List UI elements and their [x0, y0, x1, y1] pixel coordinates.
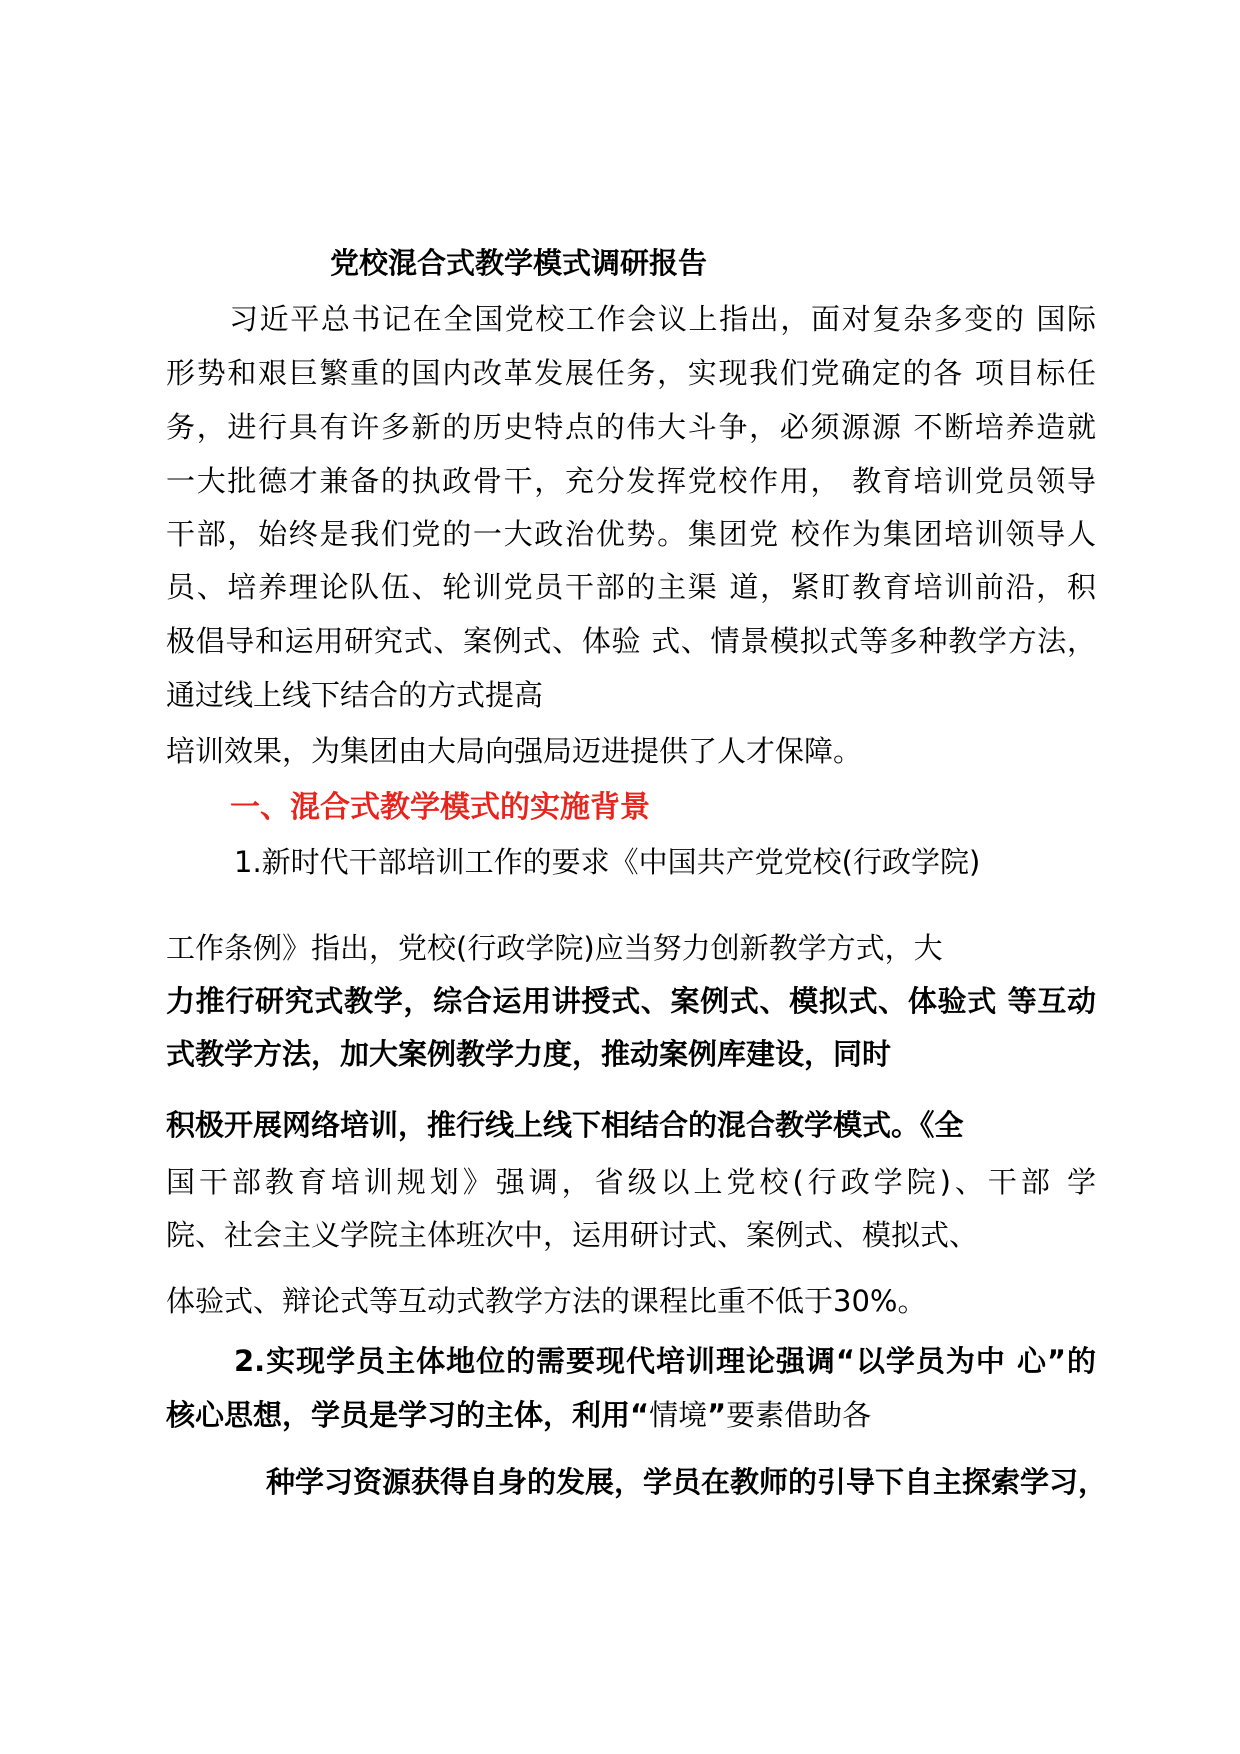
intro-tail: 培训效果，为集团由大局向强局迈进提供了人才保障。 [166, 734, 863, 768]
item2-line-2-bold: 核心思想，学员是学习的主体，利用“ [166, 1398, 650, 1432]
item2-line-2-tail: 要素借助各 [726, 1398, 872, 1432]
item1-line-5: 体验式、辩论式等互动式教学方法的课程比重不低于30%。 [166, 1284, 927, 1318]
item2-line-2-normal: 情境 [649, 1398, 708, 1432]
intro-line-2: 形势和艰巨繁重的国内改革发展任务，实现我们党确定的各 项目标任 [166, 356, 1096, 390]
item2-line-2-quote: ” [707, 1398, 727, 1432]
intro-line-8: 通过线上线下结合的方式提高 [166, 678, 544, 712]
intro-line-1: 习近平总书记在全国党校工作会议上指出，面对复杂多变的 国际 [229, 302, 1096, 336]
intro-line-3: 务，进行具有许多新的历史特点的伟大斗争，必须源源 不断培养造就 [166, 410, 1096, 444]
section-heading: 一、混合式教学模式的实施背景 [230, 790, 650, 825]
item1-bold-line-3: 积极开展网络培训，推行线上线下相结合的混合教学模式。《全 [166, 1108, 964, 1142]
item1-line-4: 院、社会主义学院主体班次中，运用研讨式、案例式、模拟式、 [166, 1218, 979, 1252]
item1-bold-line-1: 力推行研究式教学，综合运用讲授式、案例式、模拟式、体验式 等互动 [166, 984, 1096, 1018]
item1-line-1: 1.新时代干部培训工作的要求《中国共产党党校(行政学院) [234, 845, 981, 879]
intro-line-6: 员、培养理论队伍、轮训党员干部的主渠 道，紧盯教育培训前沿，积 [166, 570, 1096, 604]
intro-line-7: 极倡导和运用研究式、案例式、体验 式、情景模拟式等多种教学方法， [166, 624, 1096, 658]
item2-line-3: 种学习资源获得自身的发展，学员在教师的引导下自主探索学习， [266, 1465, 1108, 1499]
item1-line-3: 国干部教育培训规划》强调，省级以上党校(行政学院)、干部 学 [166, 1165, 1096, 1199]
intro-line-5: 干部，始终是我们党的一大政治优势。集团党 校作为集团培训领导人 [166, 517, 1096, 551]
item1-bold-line-2: 式教学方法，加大案例教学力度，推动案例库建设，同时 [166, 1037, 892, 1071]
item2-line-1: 2.实现学员主体地位的需要现代培训理论强调“以学员为中 心”的 [234, 1344, 1096, 1378]
document-title: 党校混合式教学模式调研报告 [330, 246, 708, 280]
item1-line-2: 工作条例》指出，党校(行政学院)应当努力创新教学方式，大 [166, 931, 943, 965]
item2-line-2 [166, 1395, 1096, 1435]
intro-line-4: 一大批德才兼备的执政骨干，充分发挥党校作用， 教育培训党员领导 [166, 464, 1096, 498]
